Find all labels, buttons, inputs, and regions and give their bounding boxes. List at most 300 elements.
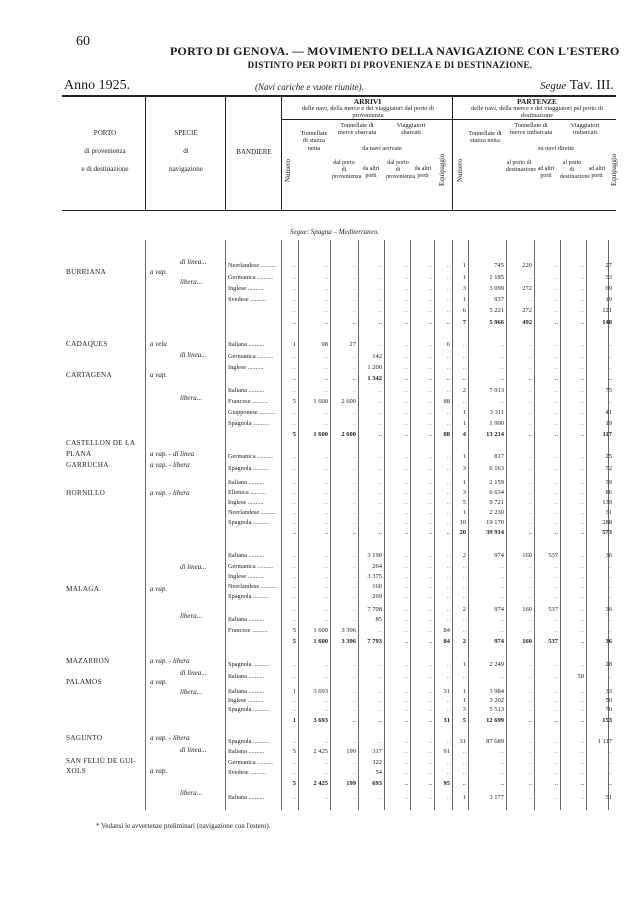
row-flag: Germanica .......... xyxy=(228,453,273,460)
partenze-cell: .. xyxy=(580,738,584,745)
arrivi-cell: .. xyxy=(404,409,408,416)
arrivi-cell: 84 xyxy=(443,638,450,645)
row-flag: Germanica .......... xyxy=(228,274,273,281)
arrivi-cell: .. xyxy=(378,717,382,724)
arrivi-cell: .. xyxy=(292,499,296,506)
partenze-cell: .. xyxy=(528,353,532,360)
partenze-cell: .. xyxy=(554,409,558,416)
arrivi-cell: .. xyxy=(352,606,356,613)
partenze-cell: 6 163 xyxy=(489,465,504,472)
partenze-cell: .. xyxy=(554,706,558,713)
port-castellon-1: CASTELLON DE LA xyxy=(66,439,136,447)
arrivi-cell: .. xyxy=(292,606,296,613)
arrivi-cell: .. xyxy=(446,499,450,506)
arrivi-cell: .. xyxy=(428,409,432,416)
partenze-cell: 5 966 xyxy=(489,319,504,326)
partenze-cell: 36 xyxy=(605,606,612,613)
arrivi-cell: .. xyxy=(446,563,450,570)
row-flag: Italiana .......... xyxy=(228,616,265,623)
arrivi-cell: .. xyxy=(352,673,356,680)
partenze-cell: 1 xyxy=(462,479,466,486)
partenze-cell: .. xyxy=(580,688,584,695)
arrivi-cell: 5 xyxy=(292,431,296,438)
partenze-cell: 1 xyxy=(462,274,466,281)
partenze-cell: 1 xyxy=(462,296,466,303)
partenze-cell: .. xyxy=(554,616,558,623)
label-libera-5: libera... xyxy=(180,789,202,797)
partenze-cell: .. xyxy=(528,529,532,536)
arrivi-cell: .. xyxy=(292,307,296,314)
header-specie xyxy=(148,124,224,179)
arrivi-cell: .. xyxy=(446,769,450,776)
partenze-cell: 19 xyxy=(605,296,612,303)
page-number: 60 xyxy=(76,34,90,49)
header-porto-3: e di destinazione xyxy=(81,165,129,174)
arrivi-cell: .. xyxy=(324,583,328,590)
arrivi-cell: 3 396 xyxy=(341,627,356,634)
partenze-cell: .. xyxy=(580,759,584,766)
arrivi-cell: .. xyxy=(378,341,382,348)
partenze-cell: .. xyxy=(528,387,532,394)
label-libera-3: libera... xyxy=(180,612,202,620)
arrivi-cell: .. xyxy=(292,420,296,427)
partenze-cell: 50 xyxy=(577,673,584,680)
partenze-cell: .. xyxy=(580,638,584,645)
partenze-cell: .. xyxy=(528,748,532,755)
partenze-cell: .. xyxy=(462,353,466,360)
partenze-cell: .. xyxy=(528,573,532,580)
arrivi-cell: .. xyxy=(292,353,296,360)
arrivi-cell: .. xyxy=(428,479,432,486)
partenze-cell: .. xyxy=(580,509,584,516)
arrivi-cell: .. xyxy=(324,387,328,394)
header-merce-arr: Tonnellate di merce sbarcata xyxy=(337,122,377,137)
year-label: Anno 1925. xyxy=(64,78,131,93)
row-flag: Inglese .......... xyxy=(228,285,264,292)
section-label: Segue: Spagna – Mediterraneo. xyxy=(290,228,380,236)
partenze-cell: .. xyxy=(554,489,558,496)
arrivi-cell: .. xyxy=(292,453,296,460)
partenze-cell: 537 xyxy=(548,606,558,613)
arrivi-cell: .. xyxy=(324,593,328,600)
partenze-cell: .. xyxy=(608,627,612,634)
arrivi-cell: 85 xyxy=(375,616,382,623)
partenze-cell: 2 xyxy=(462,387,466,394)
row-flag: Spagnola .......... xyxy=(228,738,269,745)
partenze-cell: .. xyxy=(580,489,584,496)
arrivi-cell: .. xyxy=(404,717,408,724)
arrivi-cell: .. xyxy=(378,697,382,704)
partenze-cell: 3 xyxy=(462,489,466,496)
arrivi-cell: .. xyxy=(428,341,432,348)
col-divider xyxy=(281,96,282,210)
partenze-cell: .. xyxy=(608,780,612,787)
partenze-cell: .. xyxy=(500,759,504,766)
arrivi-cell: .. xyxy=(428,307,432,314)
partenze-cell: .. xyxy=(608,616,612,623)
arrivi-cell: .. xyxy=(292,375,296,382)
arrivi-cell: .. xyxy=(404,307,408,314)
arrivi-cell: .. xyxy=(352,307,356,314)
arrivi-cell: .. xyxy=(428,563,432,570)
arrivi-cell: .. xyxy=(404,431,408,438)
arrivi-cell: .. xyxy=(292,738,296,745)
partenze-cell: .. xyxy=(580,519,584,526)
partenze-cell: .. xyxy=(580,285,584,292)
arrivi-cell: 1 600 xyxy=(313,431,328,438)
arrivi-cell: .. xyxy=(446,296,450,303)
partenze-cell: .. xyxy=(528,616,532,623)
partenze-cell: 4 xyxy=(462,431,466,438)
arrivi-cell: .. xyxy=(324,769,328,776)
partenze-cell: .. xyxy=(554,398,558,405)
arrivi-cell: .. xyxy=(324,519,328,526)
partenze-cell: .. xyxy=(580,274,584,281)
partenze-cell: .. xyxy=(608,673,612,680)
arrivi-cell: .. xyxy=(428,499,432,506)
arrivi-cell: .. xyxy=(446,519,450,526)
partenze-cell: .. xyxy=(528,697,532,704)
arrivi-cell: .. xyxy=(352,319,356,326)
arrivi-cell: 5 xyxy=(292,748,296,755)
arrivi-cell: .. xyxy=(446,616,450,623)
partenze-cell: .. xyxy=(528,409,532,416)
partenze-cell: .. xyxy=(554,453,558,460)
arrivi-cell: .. xyxy=(292,262,296,269)
arrivi-cell: .. xyxy=(324,364,328,371)
arrivi-cell: .. xyxy=(404,353,408,360)
partenze-cell: .. xyxy=(608,563,612,570)
arrivi-cell: .. xyxy=(404,627,408,634)
partenze-cell: 220 xyxy=(522,262,532,269)
arrivi-cell: .. xyxy=(352,409,356,416)
partenze-cell: .. xyxy=(554,738,558,745)
partenze-cell: .. xyxy=(500,673,504,680)
header-partenze-sub: delle navi, della merce e dei viaggiatori pel porto di destinazione xyxy=(470,105,604,120)
partenze-cell: .. xyxy=(500,364,504,371)
partenze-cell: .. xyxy=(500,375,504,382)
partenze-cell: 1 117 xyxy=(597,738,612,745)
partenze-cell: 31 xyxy=(605,794,612,801)
arrivi-cell: .. xyxy=(292,364,296,371)
partenze-cell: 3 xyxy=(462,285,466,292)
partenze-cell: 492 xyxy=(522,319,532,326)
partenze-cell: .. xyxy=(554,262,558,269)
arrivi-cell: .. xyxy=(292,409,296,416)
arrivi-cell: .. xyxy=(292,285,296,292)
partenze-cell: .. xyxy=(554,420,558,427)
arrivi-cell: .. xyxy=(292,387,296,394)
arrivi-cell: .. xyxy=(352,262,356,269)
arrivi-cell: .. xyxy=(404,638,408,645)
arrivi-cell: .. xyxy=(446,738,450,745)
partenze-cell: .. xyxy=(580,364,584,371)
arrivi-cell: .. xyxy=(324,479,328,486)
partenze-cell: 75 xyxy=(605,387,612,394)
row-flag: Italiana .......... xyxy=(228,688,265,695)
arrivi-cell: .. xyxy=(378,499,382,506)
arrivi-cell: 1 xyxy=(292,688,296,695)
arrivi-cell: .. xyxy=(324,552,328,559)
arrivi-cell: .. xyxy=(352,563,356,570)
partenze-cell: .. xyxy=(608,769,612,776)
arrivi-cell: 1 600 xyxy=(313,638,328,645)
partenze-cell: 69 xyxy=(605,285,612,292)
arrivi-cell: .. xyxy=(404,688,408,695)
col-divider xyxy=(225,96,226,210)
partenze-cell: .. xyxy=(528,341,532,348)
partenze-cell: .. xyxy=(554,375,558,382)
arrivi-cell: .. xyxy=(446,353,450,360)
arrivi-cell: .. xyxy=(378,307,382,314)
arrivi-cell: .. xyxy=(404,274,408,281)
arrivi-cell: .. xyxy=(324,529,328,536)
partenze-cell: .. xyxy=(580,593,584,600)
note-label: (Navi cariche e vuote riunite). xyxy=(255,82,364,92)
arrivi-cell: .. xyxy=(292,509,296,516)
arrivi-cell: .. xyxy=(292,563,296,570)
partenze-cell: .. xyxy=(580,627,584,634)
arrivi-cell: .. xyxy=(352,688,356,695)
row-flag: Giapponese .......... xyxy=(228,409,276,416)
row-flag: Francese .......... xyxy=(228,627,268,634)
partenze-cell: .. xyxy=(554,583,558,590)
partenze-cell: .. xyxy=(554,307,558,314)
partenze-cell: 288 xyxy=(602,519,612,526)
partenze-cell: .. xyxy=(608,593,612,600)
arrivi-cell: .. xyxy=(428,509,432,516)
arrivi-cell: .. xyxy=(446,794,450,801)
partenze-cell: .. xyxy=(462,364,466,371)
arrivi-cell: 27 xyxy=(349,341,356,348)
arrivi-cell: .. xyxy=(404,387,408,394)
partenze-cell: .. xyxy=(554,296,558,303)
specie-sagunto: a vap. - libera xyxy=(150,734,190,742)
partenze-cell: .. xyxy=(580,387,584,394)
partenze-cell: 1 185 xyxy=(489,274,504,281)
partenze-cell: 117 xyxy=(602,431,612,438)
port-palamos: PALAMOS xyxy=(66,678,102,686)
partenze-cell: .. xyxy=(554,748,558,755)
partenze-cell: 20 xyxy=(459,529,466,536)
partenze-cell: 72 xyxy=(605,465,612,472)
partenze-cell: .. xyxy=(554,285,558,292)
partenze-cell: .. xyxy=(554,593,558,600)
partenze-cell: .. xyxy=(528,274,532,281)
arrivi-cell: .. xyxy=(428,706,432,713)
partenze-cell: .. xyxy=(580,780,584,787)
row-flag: Spagnola .......... xyxy=(228,706,269,713)
partenze-cell: .. xyxy=(580,431,584,438)
arrivi-cell: .. xyxy=(428,616,432,623)
arrivi-cell: .. xyxy=(428,769,432,776)
arrivi-cell: .. xyxy=(404,563,408,570)
arrivi-cell: .. xyxy=(352,738,356,745)
partenze-cell: 10 xyxy=(459,519,466,526)
partenze-cell: .. xyxy=(580,319,584,326)
page-title: PORTO DI GENOVA. — MOVIMENTO DELLA NAVIGAZIONE CON L'ESTERO xyxy=(170,44,620,58)
arrivi-cell: .. xyxy=(352,583,356,590)
partenze-cell: .. xyxy=(462,769,466,776)
partenze-cell: .. xyxy=(580,479,584,486)
partenze-cell: .. xyxy=(554,353,558,360)
arrivi-cell: .. xyxy=(352,573,356,580)
col-divider xyxy=(145,96,146,210)
arrivi-cell: .. xyxy=(404,285,408,292)
partenze-cell: .. xyxy=(554,697,558,704)
arrivi-cell: .. xyxy=(324,420,328,427)
header-da-altri-viagg: da altri porti xyxy=(414,166,432,179)
arrivi-cell: 2 425 xyxy=(313,780,328,787)
partenze-cell: 3 177 xyxy=(489,794,504,801)
partenze-cell: .. xyxy=(500,573,504,580)
arrivi-cell: .. xyxy=(378,738,382,745)
partenze-cell: .. xyxy=(554,519,558,526)
partenze-cell: .. xyxy=(554,673,558,680)
partenze-cell: 13 214 xyxy=(486,431,504,438)
arrivi-cell: .. xyxy=(428,638,432,645)
arrivi-cell: .. xyxy=(378,409,382,416)
arrivi-cell: .. xyxy=(292,616,296,623)
arrivi-cell: .. xyxy=(324,499,328,506)
partenze-cell: 39 914 xyxy=(486,529,504,536)
arrivi-cell: .. xyxy=(324,489,328,496)
partenze-cell: 817 xyxy=(494,453,504,460)
specie-burriana: a vap. xyxy=(150,268,168,276)
partenze-cell: .. xyxy=(462,593,466,600)
header-equipaggio-arr: Equipaggio xyxy=(438,153,446,186)
arrivi-cell: .. xyxy=(446,285,450,292)
partenze-cell: .. xyxy=(580,606,584,613)
arrivi-cell: 31 xyxy=(443,717,450,724)
arrivi-cell: .. xyxy=(324,375,328,382)
arrivi-cell: .. xyxy=(378,706,382,713)
partenze-cell: .. xyxy=(528,738,532,745)
partenze-cell: .. xyxy=(500,769,504,776)
partenze-cell: 2 159 xyxy=(489,479,504,486)
header-porto-1: PORTO xyxy=(93,129,117,137)
body-col-rule xyxy=(145,240,146,810)
arrivi-cell: .. xyxy=(292,573,296,580)
arrivi-cell: .. xyxy=(324,409,328,416)
header-bottom-rule xyxy=(62,210,616,211)
arrivi-cell: .. xyxy=(292,319,296,326)
partenze-cell: 5 513 xyxy=(489,706,504,713)
arrivi-cell: .. xyxy=(324,563,328,570)
partenze-cell: .. xyxy=(528,398,532,405)
arrivi-cell: .. xyxy=(324,509,328,516)
arrivi-cell: .. xyxy=(292,296,296,303)
partenze-cell: .. xyxy=(554,529,558,536)
arrivi-cell: .. xyxy=(428,673,432,680)
arrivi-cell: .. xyxy=(378,688,382,695)
arrivi-cell: .. xyxy=(404,673,408,680)
arrivi-cell: .. xyxy=(428,262,432,269)
partenze-cell: .. xyxy=(528,706,532,713)
partenze-cell: 974 xyxy=(494,552,504,559)
specie-palamos: a vap. xyxy=(150,678,168,686)
partenze-cell: .. xyxy=(500,748,504,755)
header-viagg-part: Viaggiatori imbarcati xyxy=(570,122,600,137)
arrivi-cell: .. xyxy=(324,673,328,680)
row-flag: Francese .......... xyxy=(228,398,268,405)
arrivi-cell: 5 xyxy=(292,398,296,405)
partenze-cell: .. xyxy=(528,673,532,680)
partenze-cell: .. xyxy=(554,341,558,348)
arrivi-cell: .. xyxy=(378,509,382,516)
partenze-cell: .. xyxy=(554,688,558,695)
arrivi-cell: .. xyxy=(352,529,356,536)
arrivi-cell: .. xyxy=(324,794,328,801)
partenze-cell: 5 221 xyxy=(489,307,504,314)
partenze-cell: 36 xyxy=(605,638,612,645)
partenze-cell: .. xyxy=(580,499,584,506)
specie-san-feliu: a vap. xyxy=(150,767,168,775)
arrivi-cell: .. xyxy=(324,573,328,580)
partenze-cell: 6 xyxy=(462,307,466,314)
arrivi-cell: .. xyxy=(292,759,296,766)
partenze-cell: .. xyxy=(554,465,558,472)
arrivi-cell: 3 396 xyxy=(341,638,356,645)
arrivi-cell: .. xyxy=(352,499,356,506)
arrivi-cell: .. xyxy=(352,552,356,559)
partenze-cell: 19 xyxy=(605,420,612,427)
arrivi-cell: .. xyxy=(404,748,408,755)
partenze-cell: .. xyxy=(554,509,558,516)
row-flag: Inglese .......... xyxy=(228,499,264,506)
header-dal-porto-viagg: dal porto di provenienza xyxy=(386,160,416,180)
partenze-cell: .. xyxy=(462,563,466,570)
partenze-cell: .. xyxy=(528,489,532,496)
partenze-cell: .. xyxy=(580,529,584,536)
arrivi-cell: .. xyxy=(446,509,450,516)
arrivi-cell: 160 xyxy=(372,583,382,590)
arrivi-cell: .. xyxy=(324,296,328,303)
arrivi-cell: .. xyxy=(428,319,432,326)
arrivi-cell: .. xyxy=(292,583,296,590)
arrivi-cell: .. xyxy=(378,465,382,472)
arrivi-cell: .. xyxy=(404,593,408,600)
partenze-cell: .. xyxy=(462,627,466,634)
partenze-cell: 28 xyxy=(605,661,612,668)
row-flag: Spagnola .......... xyxy=(228,661,269,668)
label-di-linea-5: di linea... xyxy=(180,746,207,754)
partenze-cell: 121 xyxy=(602,307,612,314)
partenze-cell: 87 689 xyxy=(486,738,504,745)
partenze-cell: .. xyxy=(554,573,558,580)
partenze-cell: 33 xyxy=(605,274,612,281)
arrivi-cell: 3 190 xyxy=(367,552,382,559)
arrivi-cell: .. xyxy=(404,606,408,613)
partenze-cell: .. xyxy=(528,453,532,460)
arrivi-cell: .. xyxy=(404,319,408,326)
row-flag: Italiana .......... xyxy=(228,748,265,755)
arrivi-cell: .. xyxy=(428,748,432,755)
arrivi-cell: .. xyxy=(446,529,450,536)
partenze-cell: .. xyxy=(528,627,532,634)
partenze-cell: 1 xyxy=(462,262,466,269)
header-bandiere: BANDIERE xyxy=(236,148,272,156)
row-flag: Svedese .......... xyxy=(228,296,266,303)
partenze-cell: .. xyxy=(528,364,532,371)
partenze-cell: .. xyxy=(462,375,466,382)
arrivi-cell: 264 xyxy=(372,563,382,570)
arrivi-cell: .. xyxy=(428,661,432,668)
col-divider xyxy=(452,96,453,210)
arrivi-cell: .. xyxy=(404,552,408,559)
partenze-cell: 70 xyxy=(605,706,612,713)
partenze-cell: .. xyxy=(580,769,584,776)
